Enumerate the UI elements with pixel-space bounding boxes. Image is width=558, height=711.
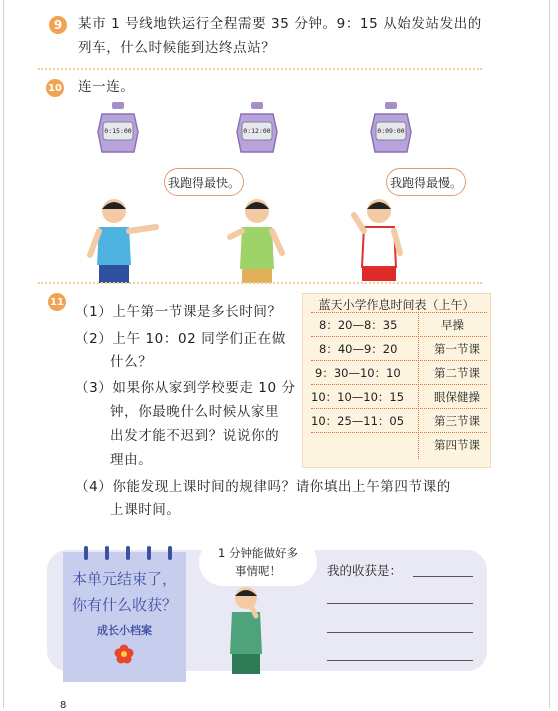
time-cell: 10：10—10：15 (311, 390, 405, 404)
problem-9-line2: 列车，什么时候能到达终点站？ (78, 40, 276, 56)
boy-illustration (222, 195, 292, 283)
problem-10-title: 连一连。 (78, 79, 135, 95)
problem-9-line1: 某市 1 号线地铁运行全程需要 35 分钟。9：15 从始发站发出的 (78, 16, 482, 32)
problem-10-number: 10 (46, 79, 64, 97)
question-4-line2: 上课时间。 (110, 502, 181, 518)
flower-icon (114, 644, 134, 664)
table-row (311, 432, 487, 456)
stopwatch-icon (367, 102, 415, 160)
question-1: （1）上午第一节课是多长时间？ (75, 304, 282, 320)
binder-ring (105, 546, 109, 560)
activity-cell: 眼保健操 (434, 390, 480, 404)
stopwatch-reading: 0:12:00 (243, 127, 271, 135)
boy-illustration (84, 195, 164, 283)
activity-cell: 第四节课 (434, 438, 480, 452)
question-3-line2: 钟，你最晚什么时候从家里 (110, 404, 280, 420)
answer-line (327, 632, 473, 633)
answer-line (327, 603, 473, 604)
stopwatch-icon (94, 102, 142, 160)
question-2-line2: 什么？ (110, 354, 153, 370)
growth-card (63, 552, 186, 682)
speech-bubble-fast: 我跑得最快。 (164, 168, 244, 196)
card-line-2: 你有什么收获？ (71, 596, 177, 614)
binder-ring (147, 546, 151, 560)
activity-cell: 第二节课 (434, 366, 480, 380)
problem-11-number: 11 (48, 293, 66, 311)
schedule-table (302, 293, 491, 468)
divider (38, 282, 482, 284)
activity-cell: 早操 (441, 318, 464, 332)
time-cell: 9：30—10：10 (315, 366, 401, 380)
card-line-1: 本单元结束了， (71, 570, 177, 588)
question-3-line1: （3）如果你从家到学校要走 10 分 (75, 380, 296, 396)
boy-thinking-illustration (222, 584, 272, 674)
gain-label: 我的收获是： (327, 563, 403, 578)
bubble-line-1: 1 分钟能做好多 (218, 546, 298, 560)
table-row (311, 408, 487, 432)
answer-line (413, 576, 473, 577)
table-row (311, 360, 487, 384)
bubble-line-2: 事情呢！ (235, 564, 281, 578)
question-3-line4: 理由。 (110, 452, 153, 468)
activity-cell: 第三节课 (434, 414, 480, 428)
problem-9-number: 9 (49, 16, 67, 34)
binder-ring (168, 546, 172, 560)
question-4-line1: （4）你能发现上课时间的规律吗？请你填出上午第四节课的 (75, 479, 451, 495)
speech-bubble-slow: 我跑得最慢。 (386, 168, 466, 196)
card-label: 成长小档案 (97, 624, 152, 637)
table-row (311, 336, 487, 360)
time-cell: 10：25—11：05 (311, 414, 405, 428)
question-2-line1: （2）上午 10：02 同学们正在做 (75, 331, 286, 347)
stopwatch-reading: 0:15:00 (104, 127, 132, 135)
time-cell: 8：20—8：35 (319, 318, 398, 332)
divider (38, 68, 482, 70)
table-row (311, 384, 487, 408)
page-number: 8 (60, 700, 67, 711)
stopwatch-icon (233, 102, 281, 160)
schedule-title: 蓝天小学作息时间表（上午） (318, 298, 475, 312)
answer-line (327, 660, 473, 661)
table-row (311, 312, 487, 336)
time-cell: 8：40—9：20 (319, 342, 398, 356)
activity-cell: 第一节课 (434, 342, 480, 356)
boy-illustration (344, 195, 414, 283)
binder-ring (126, 546, 130, 560)
thought-bubble (199, 538, 317, 586)
question-3-line3: 出发才能不迟到？说说你的 (110, 428, 280, 444)
stopwatch-reading: 0:09:00 (377, 127, 405, 135)
binder-ring (84, 546, 88, 560)
